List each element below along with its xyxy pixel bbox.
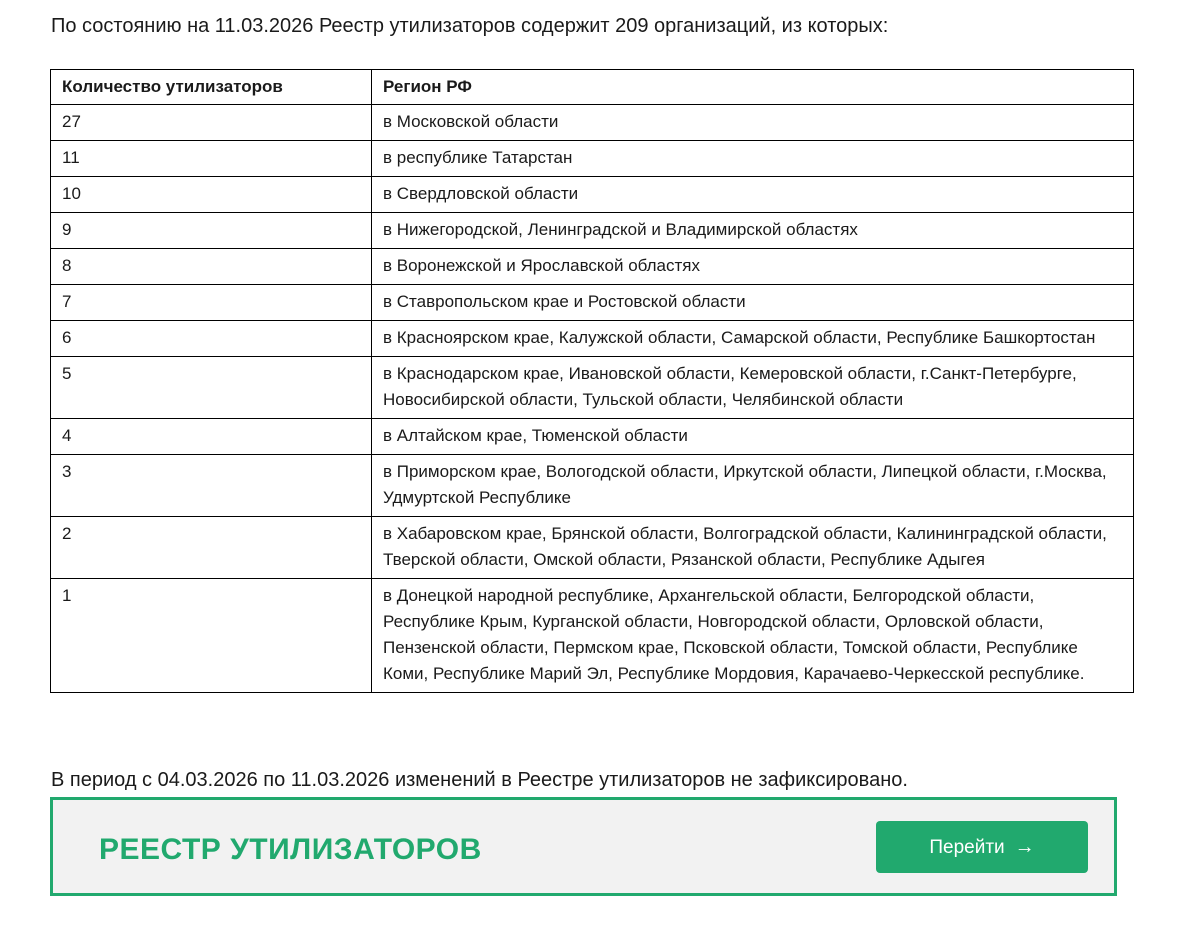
count-cell: 7 xyxy=(51,285,372,321)
region-cell: в Московской области xyxy=(372,105,1134,141)
table-row xyxy=(51,321,1134,357)
column-header-count: Количество утилизаторов xyxy=(51,70,372,105)
region-cell: в Воронежской и Ярославской областях xyxy=(372,249,1134,285)
table-row xyxy=(51,141,1134,177)
count-cell: 6 xyxy=(51,321,372,357)
table-row xyxy=(51,455,1134,517)
region-cell: в Хабаровском крае, Брянской области, Волгоградской области, Калининградской области, Тверской области, Омской области, Рязанской области, Республике Адыгея xyxy=(372,517,1134,579)
count-cell: 1 xyxy=(51,579,372,693)
region-cell: в Ставропольском крае и Ростовской области xyxy=(372,285,1134,321)
count-cell: 8 xyxy=(51,249,372,285)
go-button[interactable] xyxy=(876,821,1088,873)
count-cell: 2 xyxy=(51,517,372,579)
table-row xyxy=(51,357,1134,419)
region-cell: в Красноярском крае, Калужской области, Самарской области, Республике Башкортостан xyxy=(372,321,1134,357)
region-cell: в Приморском крае, Вологодской области, Иркутской области, Липецкой области, г.Москва, Удмуртской Республике xyxy=(372,455,1134,517)
changes-text: В период с 04.03.2026 по 11.03.2026 изменений в Реестре утилизаторов не зафиксировано. xyxy=(51,769,908,791)
registry-banner xyxy=(50,797,1117,896)
count-cell: 5 xyxy=(51,357,372,419)
count-cell: 10 xyxy=(51,177,372,213)
table-row xyxy=(51,105,1134,141)
count-cell: 4 xyxy=(51,419,372,455)
region-cell: в Нижегородской, Ленинградской и Владимирской областях xyxy=(372,213,1134,249)
banner-title: РЕЕСТР УТИЛИЗАТОРОВ xyxy=(99,833,482,866)
table-row xyxy=(51,419,1134,455)
count-cell: 3 xyxy=(51,455,372,517)
intro-text: По состоянию на 11.03.2026 Реестр утилизаторов содержит 209 организаций, из которых: xyxy=(51,15,889,37)
table-row xyxy=(51,517,1134,579)
table-row xyxy=(51,285,1134,321)
region-cell: в Краснодарском крае, Ивановской области, Кемеровской области, г.Санкт-Петербурге, Новосибирской области, Тульской области, Челябинской области xyxy=(372,357,1134,419)
arrow-right-icon: → xyxy=(1014,836,1035,858)
table-row xyxy=(51,177,1134,213)
region-cell: в Донецкой народной республике, Архангельской области, Белгородской области, Республике Крым, Курганской области, Новгородской области, Орловской области, Пензенской области, Пермском крае, Псковской области, Томской области, Республике Коми, Республике Марий Эл, Республике Мордовия, Карачаево-Черкесской республике. xyxy=(372,579,1134,693)
go-button-label: Перейти xyxy=(929,837,1005,858)
count-cell: 11 xyxy=(51,141,372,177)
table-header-row xyxy=(51,70,1134,105)
table-row xyxy=(51,213,1134,249)
table-row xyxy=(51,249,1134,285)
count-cell: 27 xyxy=(51,105,372,141)
region-cell: в Алтайском крае, Тюменской области xyxy=(372,419,1134,455)
column-header-region: Регион РФ xyxy=(372,70,1134,105)
region-cell: в Свердловской области xyxy=(372,177,1134,213)
region-cell: в республике Татарстан xyxy=(372,141,1134,177)
registry-table xyxy=(50,69,1134,693)
table-row xyxy=(51,579,1134,693)
count-cell: 9 xyxy=(51,213,372,249)
